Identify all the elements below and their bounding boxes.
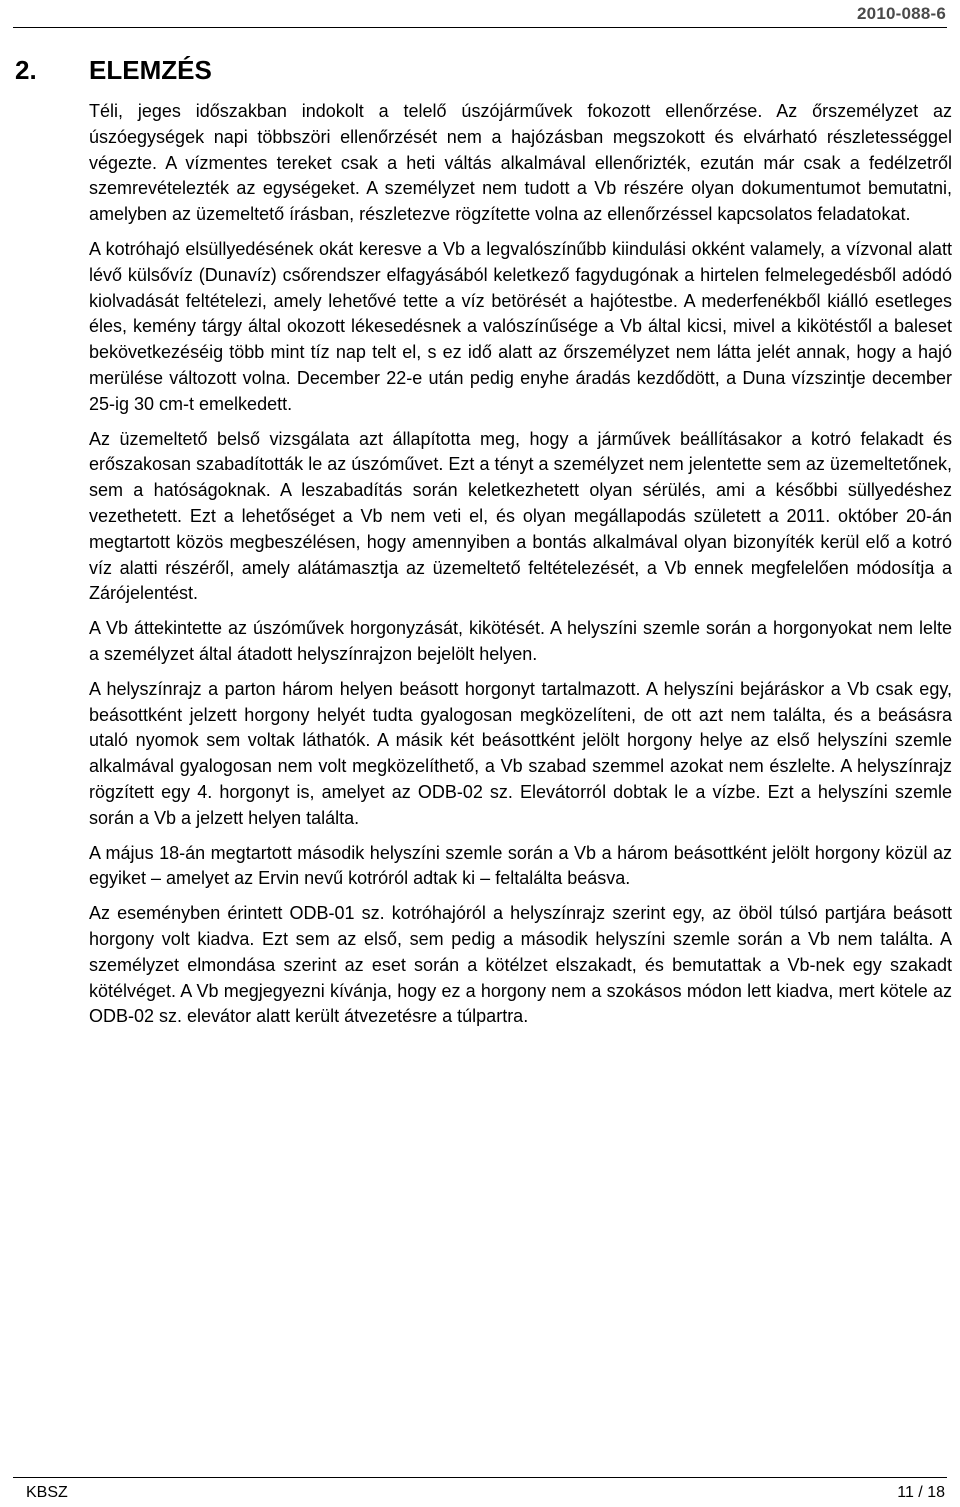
footer-organization: KBSZ	[26, 1484, 68, 1501]
paragraph-5: A helyszínrajz a parton három helyen beásott horgonyt tartalmazott. A helyszíni bejáráskor a Vb csak egy, beásottként jelzett horgony helyét tudta gyalogosan megközelíteni, de ott azt nem találta, és a beásásra utaló nyomok sem voltak láthatók. A másik két beásottként jelölt horgony helye az első helyszíni szemle alkalmával gyalogosan nem volt megközelíthető, a Vb szabad szemmel azokat nem észlelte. A helyszínrajz rögzített egy 4. horgonyt is, amelyet az ODB-02 sz. Elevátorról dobtak le a vízbe. Ezt a helyszíni szemle során a Vb a jelzett helyen találta.	[89, 678, 952, 828]
paragraph-7: Az eseményben érintett ODB-01 sz. kotróhajóról a helyszínrajz szerint egy, az öböl túlsó partjára beásott horgony volt kiadva. Ezt sem az első, sem pedig a második helyszíni szemle során a Vb nem találta. A személyzet elmondása szerint az eset során a kötélzet elszakadt, és bemutattak a Vb-nek egy szakadt kötélvéget. A Vb megjegyezni kívánja, hogy ez a horgony nem a szokásos módon lett kiadva, mert kötele az ODB-02 sz. elevátor alatt került átvezetésre a túlpartra.	[89, 903, 952, 1027]
header-divider	[13, 27, 947, 28]
paragraph-3: Az üzemeltető belső vizsgálata azt állapította meg, hogy a járművek beállításakor a kotró felakadt és erőszakosan szabadították le az úszóművet. Ezt a tényt a személyzet nem jelentette sem az üzemeltetőnek, sem a hatóságoknak. A leszabadítás során keletkezhetett olyan sérülés, ami a későbbi süllyedéshez vezethetett. Ezt a lehetőséget a Vb nem veti el, és olyan megállapodás született a 2011. október 20-án megtartott közös megbeszélésen, hogy amennyiben a bontás alkalmával olyan bizonyíték kerül elő a kotró víz alatti részéről, amely alátámasztja az üzemeltető feltételezését, a Vb ennek megfelelően módosítja a Zárójelentést.	[89, 428, 952, 604]
section-number: 2.	[15, 55, 37, 85]
section-title: ELEMZÉS	[89, 55, 212, 85]
paragraph-1: Téli, jeges időszakban indokolt a telelő úszójárművek fokozott ellenőrzése. Az őrszemélyzet az úszóegységek napi többszöri ellenőrzését nem a hajózásban megszokott és elvárható részletességgel végezte. A vízmentes tereket csak a heti váltás alkalmával ellenőrizték, ezután már csak a fedélzetről szemrevételezték az egységeket. A személyzet nem tudott a Vb részére olyan dokumentumot bemutatni, amelyben az üzemeltető írásban, részletezve rögzítette volna az ellenőrzéssel kapcsolatos feladatokat.	[89, 101, 952, 225]
section-heading	[15, 52, 212, 88]
body-text	[89, 99, 952, 1039]
page-number: 11 / 18	[897, 1484, 945, 1501]
paragraph-2: A kotróhajó elsüllyedésének okát keresve a Vb a legvalószínűbb kiindulási okként valamely, a vízvonal alatt lévő külsővíz (Dunavíz) csőrendszer elfagyásából keletkező fagydugónak a hirtelen felmelegedésből adódó kiolvadását feltételezi, amely lehetővé tette a víz betörését a hajótestbe. A mederfenékből kiálló esetleges éles, kemény tárgy által okozott lékesedésnek a valószínűsége a Vb által kicsi, mivel a kikötéstől a baleset bekövetkezéséig több mint tíz nap telt el, s ez idő alatt az őrszemélyzet nem látta jelét annak, hogy a hajó merülése változott volna. December 22-e után pedig enyhe áradás kezdődött, a Duna vízszintje december 25-ig 30 cm-t emelkedett.	[89, 238, 952, 414]
paragraph-6: A május 18-án megtartott második helyszíni szemle során a Vb a három beásottként jelölt horgony közül az egyiket – amelyet az Ervin nevű kotróról adtak ki – feltalálta beásva.	[89, 842, 952, 889]
document-code: 2010-088-6	[857, 4, 946, 23]
paragraph-4: A Vb áttekintette az úszóművek horgonyzását, kikötését. A helyszíni szemle során a horgonyokat nem lelte a személyzet által átadott helyszínrajzon bejelölt helyen.	[89, 618, 952, 664]
footer-divider	[13, 1477, 947, 1478]
